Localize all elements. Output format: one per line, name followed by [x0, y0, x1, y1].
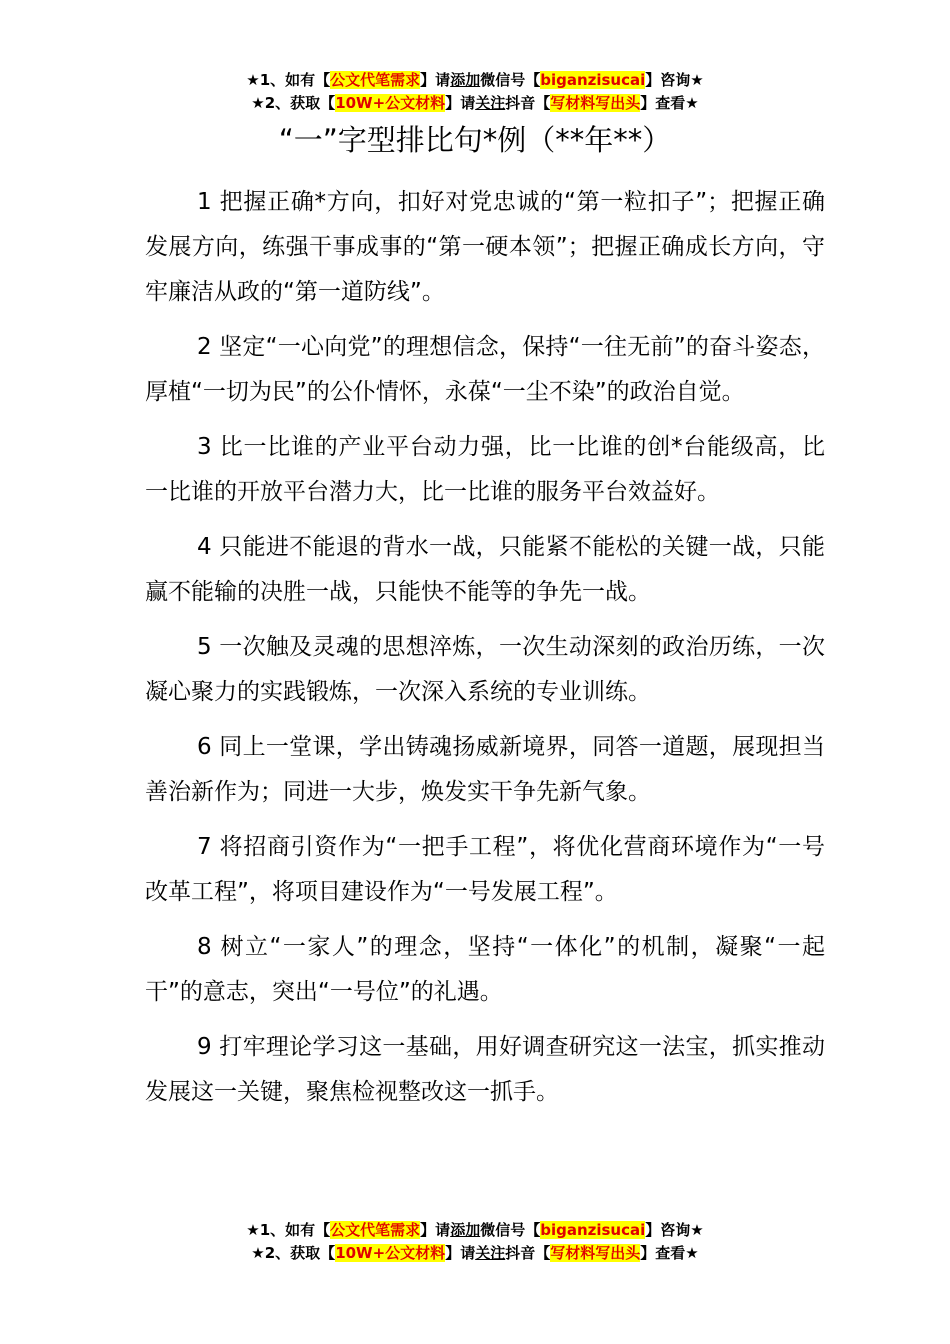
douyin-id: 写材料写出头 — [550, 1244, 641, 1262]
promo-highlight: 10W+公文材料 — [335, 94, 446, 112]
document-title: “一”字型排比句*例（**年**） — [278, 123, 672, 157]
paragraph: 8 树立“一家人”的理念，坚持“一体化”的机制，凝聚“一起干”的意志，突出“一号位”的礼遇。 — [145, 934, 825, 1005]
paragraph: 6 同上一堂课，学出铸魂扬威新境界，同答一道题，展现担当善治新作为；同进一大步，焕发实干争先新气象。 — [145, 734, 825, 805]
promo-highlight: 10W+公文材料 — [335, 1244, 446, 1262]
document-body — [145, 180, 825, 1125]
promo-text: 抖音【 — [505, 94, 551, 112]
promo-text: 】咨询★ — [645, 1221, 704, 1239]
promo-underlined: 关注 — [475, 94, 506, 112]
promo-line-1 — [0, 69, 950, 92]
paragraph: 5 一次触及灵魂的思想淬炼，一次生动深刻的政治历练，一次凝心聚力的实践锻炼，一次深入系统的专业训练。 — [145, 634, 825, 705]
paragraph: 9 打牢理论学习这一基础，用好调查研究这一法宝，抓实推动发展这一关键，聚焦检视整改这一抓手。 — [145, 1034, 825, 1105]
promo-line-1 — [0, 1219, 950, 1242]
footer-promo-banner — [0, 1219, 950, 1265]
promo-line-2 — [0, 92, 950, 115]
promo-text: 抖音【 — [505, 1244, 551, 1262]
promo-highlight: 公文代笔需求 — [330, 1221, 421, 1239]
promo-underlined: 关注 — [475, 1244, 506, 1262]
paragraph: 1 把握正确*方向，扣好对党忠诚的“第一粒扣子”；把握正确发展方向，练强干事成事的“第一硬本领”；把握正确成长方向，守牢廉洁从政的“第一道防线”。 — [145, 189, 825, 305]
promo-underlined: 添加 — [450, 1221, 481, 1239]
promo-text: 】请 — [445, 94, 476, 112]
promo-line-2 — [0, 1242, 950, 1265]
promo-text: 】请 — [445, 1244, 476, 1262]
promo-text: ★1、如有【 — [246, 71, 331, 89]
promo-text: 微信号【 — [480, 1221, 541, 1239]
promo-text: 】咨询★ — [645, 71, 704, 89]
promo-text: 微信号【 — [480, 71, 541, 89]
promo-text: ★1、如有【 — [246, 1221, 331, 1239]
header-promo-banner — [0, 69, 950, 115]
promo-text: 】查看★ — [640, 94, 699, 112]
promo-text: 】请 — [420, 1221, 451, 1239]
paragraph: 2 坚定“一心向党”的理想信念，保持“一往无前”的奋斗姿态，厚植“一切为民”的公仆情怀，永葆“一尘不染”的政治自觉。 — [145, 334, 825, 405]
promo-underlined: 添加 — [450, 71, 481, 89]
paragraph: 4 只能进不能退的背水一战，只能紧不能松的关键一战，只能赢不能输的决胜一战，只能快不能等的争先一战。 — [145, 534, 825, 605]
promo-text: ★2、获取【 — [251, 1244, 336, 1262]
paragraph: 3 比一比谁的产业平台动力强，比一比谁的创*台能级高，比一比谁的开放平台潜力大，比一比谁的服务平台效益好。 — [145, 434, 825, 505]
wechat-id: biganzisucai — [540, 71, 646, 89]
promo-text: 】查看★ — [640, 1244, 699, 1262]
douyin-id: 写材料写出头 — [550, 94, 641, 112]
wechat-id: biganzisucai — [540, 1221, 646, 1239]
promo-highlight: 公文代笔需求 — [330, 71, 421, 89]
promo-text: 】请 — [420, 71, 451, 89]
promo-text: ★2、获取【 — [251, 94, 336, 112]
paragraph: 7 将招商引资作为“一把手工程”，将优化营商环境作为“一号改革工程”，将项目建设作为“一号发展工程”。 — [145, 834, 825, 905]
